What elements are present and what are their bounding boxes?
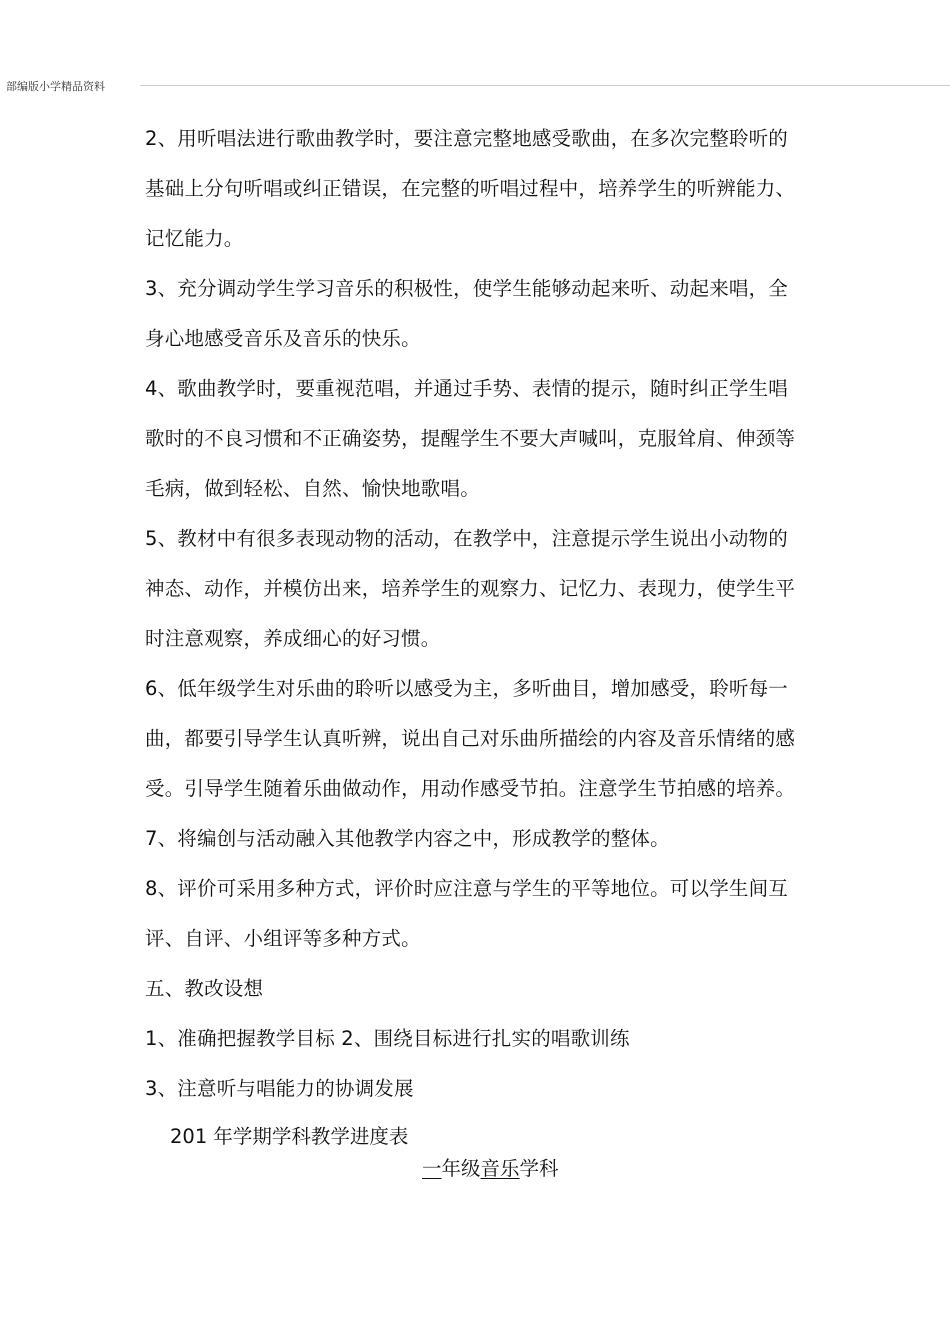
paragraph-line: 记忆能力。 [145, 227, 244, 250]
paragraph-line: 歌时的不良习惯和不正确姿势，提醒学生不要大声喊叫，克服耸肩、伸颈等 [145, 427, 796, 450]
paragraph-line: 曲，都要引导学生认真听辨，说出自己对乐曲所描绘的内容及音乐情绪的感 [145, 727, 796, 750]
paragraph-line: 时注意观察，养成细心的好习惯。 [145, 627, 441, 650]
header-divider [140, 85, 950, 86]
paragraph-line: 3、注意听与唱能力的协调发展 [145, 1077, 414, 1100]
header-note: 部编版小学精品资料 [6, 80, 105, 93]
paragraph-line: 毛病，做到轻松、自然、愉快地歌唱。 [145, 477, 480, 500]
paragraph-line: 7、将编创与活动融入其他教学内容之中，形成教学的整体。 [145, 827, 670, 850]
paragraph-line: 6、低年级学生对乐曲的聆听以感受为主，多听曲目，增加感受，聆听每一 [145, 677, 789, 700]
subject-line [422, 1154, 559, 1184]
grade-value: 一 [422, 1157, 442, 1180]
section-heading: 五、教改设想 [145, 977, 264, 1000]
subject-label: 学科 [519, 1157, 559, 1180]
table-title: 201 年学期学科教学进度表 [170, 1125, 409, 1148]
grade-label: 年级 [441, 1157, 481, 1180]
paragraph-line: 身心地感受音乐及音乐的快乐。 [145, 327, 421, 350]
paragraph-line: 受。引导学生随着乐曲做动作，用动作感受节拍。注意学生节拍感的培养。 [145, 777, 796, 800]
paragraph-line: 神态、动作，并模仿出来，培养学生的观察力、记忆力、表现力，使学生平 [145, 577, 796, 600]
paragraph-line: 5、教材中有很多表现动物的活动，在教学中，注意提示学生说出小动物的 [145, 527, 789, 550]
subject-value: 音乐 [480, 1157, 520, 1180]
paragraph-line: 4、歌曲教学时，要重视范唱，并通过手势、表情的提示，随时纠正学生唱 [145, 377, 789, 400]
paragraph-line: 基础上分句听唱或纠正错误，在完整的听唱过程中，培养学生的听辨能力、 [145, 177, 796, 200]
paragraph-line: 1、准确把握教学目标 2、围绕目标进行扎实的唱歌训练 [145, 1027, 630, 1050]
paragraph-line: 3、充分调动学生学习音乐的积极性，使学生能够动起来听、动起来唱，全 [145, 277, 789, 300]
paragraph-line: 8、评价可采用多种方式，评价时应注意与学生的平等地位。可以学生间互 [145, 877, 789, 900]
document-body [145, 120, 850, 1120]
paragraph-line: 评、自评、小组评等多种方式。 [145, 927, 421, 950]
paragraph-line: 2、用听唱法进行歌曲教学时，要注意完整地感受歌曲，在多次完整聆听的 [145, 127, 789, 150]
